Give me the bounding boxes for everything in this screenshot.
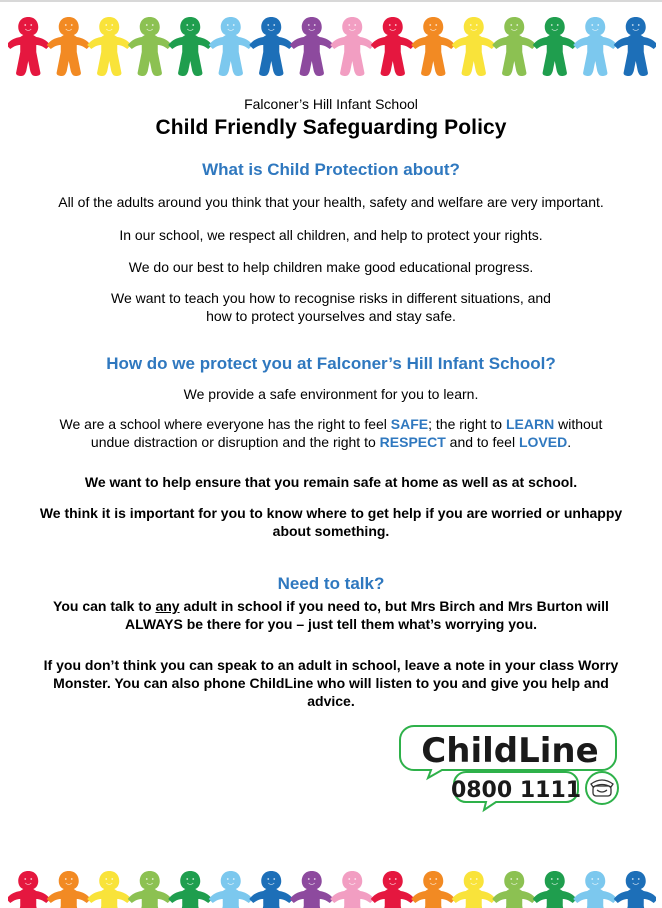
childline-logo xyxy=(392,718,628,814)
note-line3: advice. xyxy=(307,693,355,709)
paper-doll-icon xyxy=(168,17,212,76)
paper-doll-icon xyxy=(330,17,374,76)
heading-how-we-protect: How do we protect you at Falconer’s Hill Infant School? xyxy=(106,354,556,373)
paper-doll-icon xyxy=(411,871,455,908)
paper-doll-icon xyxy=(290,871,334,908)
talk-text: ALWAYS be there for you – just tell them what’s worrying you. xyxy=(124,616,538,632)
school-name: Falconer’s Hill Infant School xyxy=(244,96,418,112)
paper-doll-chain-bottom xyxy=(8,868,656,908)
paper-doll-icon xyxy=(8,17,50,76)
note-line1: If you don’t think you can speak to an adult in school, leave a note in your class Worry xyxy=(43,657,619,673)
note-line2: Monster. You can also phone ChildLine who will listen to you and give you help and xyxy=(53,675,609,691)
paper-doll-icon xyxy=(249,17,293,76)
paper-doll-icon xyxy=(8,871,50,908)
paper-doll-icon xyxy=(209,17,253,76)
page-title: Child Friendly Safeguarding Policy xyxy=(155,116,507,139)
where-help-line1: We think it is important for you to know where to get help if you are worried or unhappy xyxy=(39,505,623,521)
paper-doll-icon xyxy=(249,871,293,908)
paper-doll-icon xyxy=(87,17,131,76)
paragraph-risks xyxy=(0,289,662,325)
paper-doll-icon xyxy=(290,17,334,76)
paper-doll-icon xyxy=(533,871,577,908)
where-help-line2: about something. xyxy=(272,523,390,539)
rights-text: ; the right to xyxy=(428,416,506,432)
childline-number: 0800 1111 xyxy=(450,778,582,803)
paper-doll-icon xyxy=(371,871,415,908)
phone-icon xyxy=(586,772,618,804)
paper-doll-icon xyxy=(47,871,91,908)
paragraph-risks-line1: We want to teach you how to recognise risks in different situations, and xyxy=(111,290,551,306)
paper-doll-icon xyxy=(573,17,617,76)
rights-text: . xyxy=(567,434,572,450)
paper-doll-icon xyxy=(533,17,577,76)
paper-doll-icon xyxy=(452,17,496,76)
heading-child-protection: What is Child Protection about? xyxy=(202,160,460,179)
paper-doll-icon xyxy=(614,871,656,908)
talk-text: You can talk to xyxy=(53,598,156,614)
emphasis-any: any xyxy=(155,598,180,614)
keyword-learn: LEARN xyxy=(505,416,555,432)
keyword-loved: LOVED xyxy=(518,434,568,450)
rights-text: and to feel xyxy=(445,434,519,450)
paper-doll-icon xyxy=(87,871,131,908)
rights-text: We are a school where everyone has the right to feel xyxy=(59,416,391,432)
paper-doll-icon xyxy=(330,871,374,908)
rights-text: undue distraction or disruption and the right to xyxy=(90,434,380,450)
paragraph-rights xyxy=(0,415,662,451)
paragraph-respect-rights: In our school, we respect all children, and help to protect your rights. xyxy=(119,227,543,243)
paper-doll-icon xyxy=(371,17,415,76)
paper-doll-icon xyxy=(492,17,536,76)
paragraph-where-help xyxy=(0,504,662,540)
paper-doll-icon xyxy=(492,871,536,908)
paper-doll-icon xyxy=(47,17,91,76)
paragraph-talk-to-adult xyxy=(0,597,662,633)
paper-doll-chain-top xyxy=(8,14,656,76)
paper-doll-icon xyxy=(128,17,172,76)
talk-text: adult in school if you need to, but Mrs Birch and Mrs Burton will xyxy=(179,598,609,614)
paper-doll-icon xyxy=(128,871,172,908)
childline-name: ChildLine xyxy=(421,731,599,771)
keyword-respect: RESPECT xyxy=(379,434,446,450)
paragraph-worry-monster xyxy=(0,656,662,710)
paper-doll-icon xyxy=(573,871,617,908)
paragraph-risks-line2: how to protect yourselves and stay safe. xyxy=(206,308,456,324)
heading-need-to-talk: Need to talk? xyxy=(277,574,385,593)
keyword-safe: SAFE xyxy=(390,416,429,432)
paragraph-health-safety: All of the adults around you think that your health, safety and welfare are very important. xyxy=(58,194,604,210)
paper-doll-icon xyxy=(168,871,212,908)
paragraph-safe-environment: We provide a safe environment for you to learn. xyxy=(183,386,479,402)
page-top-border xyxy=(0,0,662,2)
paper-doll-icon xyxy=(614,17,656,76)
paper-doll-icon xyxy=(411,17,455,76)
paper-doll-icon xyxy=(209,871,253,908)
paragraph-safe-home: We want to help ensure that you remain safe at home as well as at school. xyxy=(84,474,578,490)
paragraph-progress: We do our best to help children make good educational progress. xyxy=(128,259,534,275)
paper-doll-icon xyxy=(452,871,496,908)
rights-text: without xyxy=(554,416,603,432)
